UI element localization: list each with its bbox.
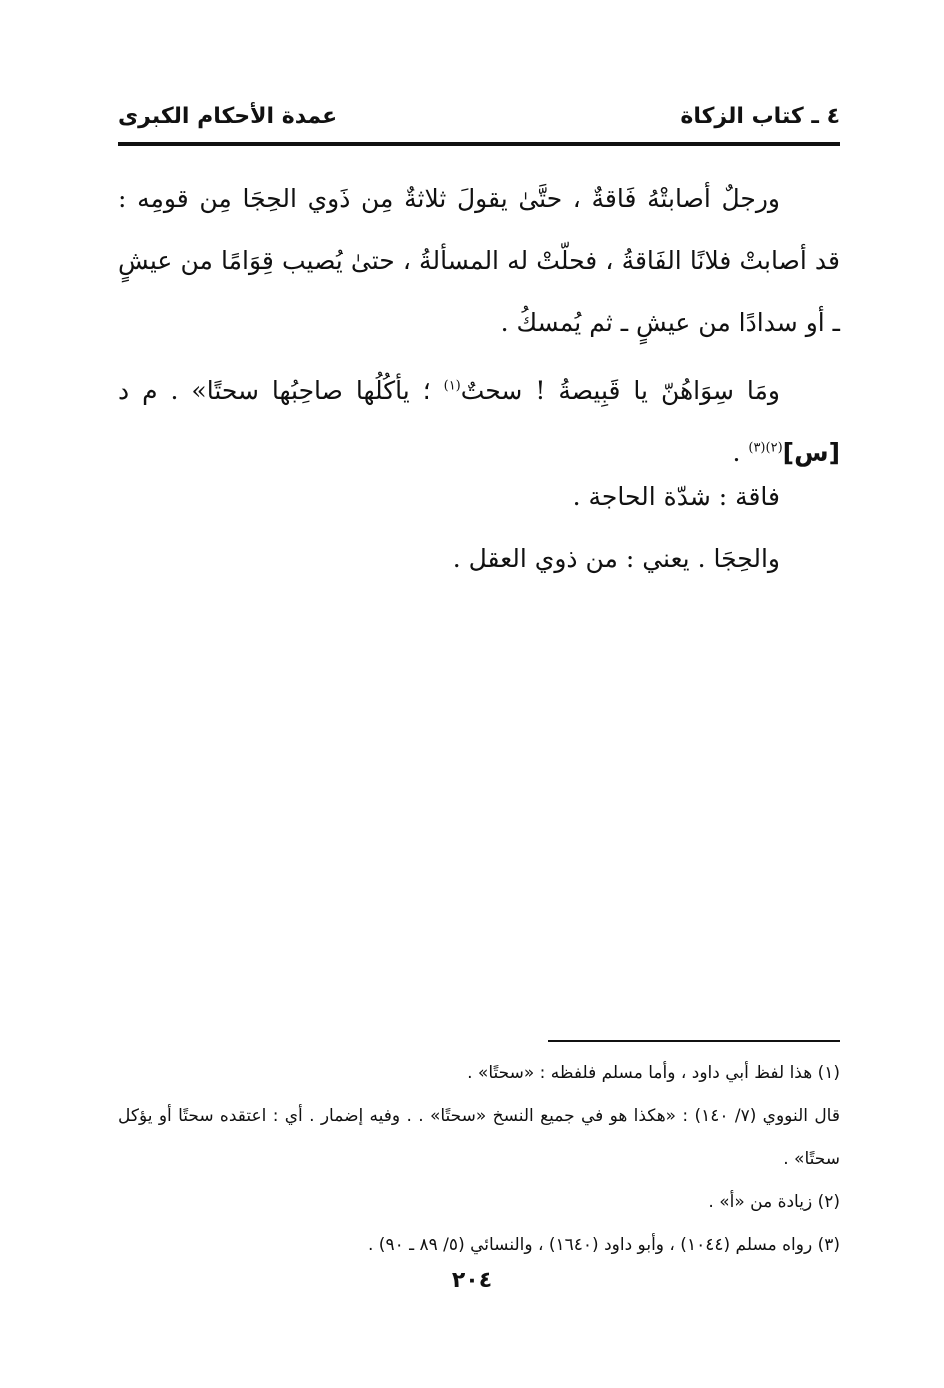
footnotes [118, 1052, 840, 1267]
header-book-title: عمدة الأحكام الكبرى [118, 104, 338, 129]
footnote-3: (٣) رواه مسلم (١٠٤٤) ، وأبو داود (١٦٤٠) ، والنسائي (٥/ ٨٩ ـ ٩٠) . [368, 1235, 840, 1255]
page-number: ٢٠٤ [451, 1268, 493, 1293]
header-divider [118, 142, 840, 146]
definitions [118, 466, 840, 590]
main-text [118, 168, 840, 484]
footnote-1-nawawi: قال النووي (٧/ ١٤٠) : «هكذا هو في جميع النسخ «سحتًا» . . وفيه إضمار . أي : اعتقده سحتًا أو يؤكل سحتًا» . [118, 1106, 840, 1169]
footnote-1: (١) هذا لفظ أبي داود ، وأما مسلم فلفظه : «سحتًا» . [467, 1063, 840, 1083]
header-section-title: ٤ ـ كتاب الزكاة [680, 104, 840, 129]
running-header [118, 104, 840, 138]
footnote-2: (٢) زيادة من «أ» . [708, 1192, 840, 1212]
paragraph-1: ورجلٌ أصابتْهُ فَاقةٌ ، حتَّىٰ يقولَ ثلاثةٌ مِن ذَوي الحِجَا مِن قومِه : قد أصابتْ فلانًا الفَاقةُ ، فحلّتْ له المسألةُ ، حتىٰ يُصيب قِوَامًا من عيشٍ ـ أو سدادًا من عيشٍ ـ ثم يُمسكُ . [118, 184, 840, 337]
footnote-divider [548, 1040, 840, 1042]
source-reference: [س] [782, 438, 840, 467]
footnote-marker-1: (١) [443, 378, 461, 394]
footnote-markers-2-3: (٢)(٣) [748, 440, 783, 456]
paragraph-2-main: ومَا سِوَاهُنّ يا قَبِيصةُ ! سحتٌ [460, 376, 780, 405]
definition-hija: والحِجَا . يعني : من ذوي العقل . [452, 544, 780, 573]
paragraph-2-rest: ؛ يأكُلُها صاحِبُها سحتًا» . م د [118, 376, 444, 405]
definition-faqa: فاقة : شدّة الحاجة . [572, 482, 780, 511]
paragraph-2-end: . [732, 438, 749, 467]
